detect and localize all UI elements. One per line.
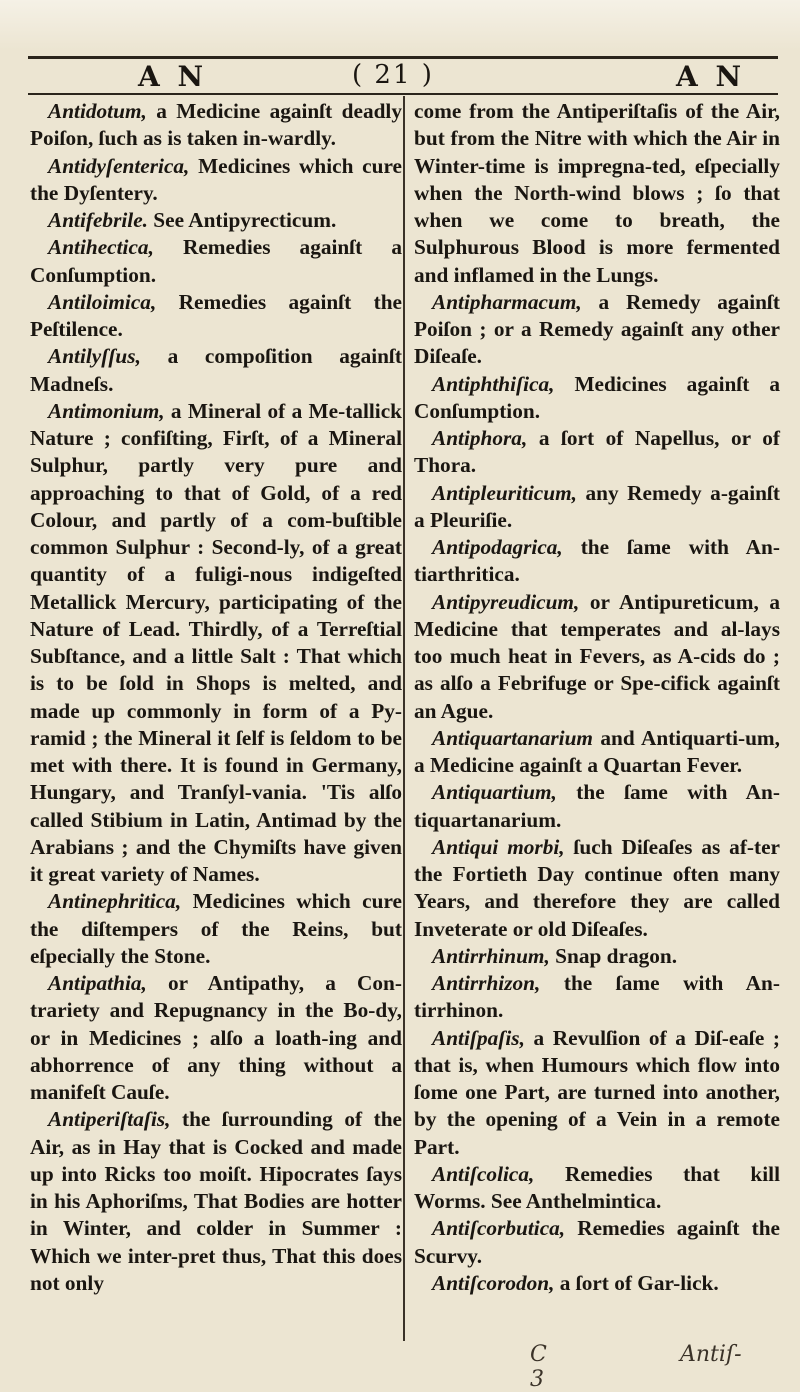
- entry-text: Medicines which cure the diſtempers of the Reins, but eſpecially the Stone.: [30, 889, 402, 968]
- dictionary-entry: [414, 425, 780, 480]
- entry-headword: Antidotum,: [48, 99, 147, 123]
- dictionary-entry: [30, 1106, 402, 1297]
- dictionary-entry: [414, 371, 780, 426]
- dictionary-entry: [414, 1161, 780, 1216]
- dictionary-entry: [414, 834, 780, 943]
- entry-headword: Antiquartanarium: [432, 725, 593, 750]
- page-top-margin: [0, 0, 800, 50]
- right-column: [414, 98, 780, 1297]
- entry-headword: Antiſcorodon,: [432, 1270, 555, 1295]
- dictionary-entry: [414, 1215, 780, 1270]
- dictionary-entry: [30, 153, 402, 208]
- entry-headword: Antiloimica,: [48, 289, 157, 314]
- dictionary-entry: [30, 970, 402, 1106]
- entry-text: Snap dragon.: [549, 943, 678, 968]
- entry-headword: Antiphora,: [432, 426, 528, 450]
- entry-headword: Antiſcolica,: [432, 1161, 535, 1186]
- entry-text: a Revulſion of a Diſ-eaſe ; that is, when Humours which flow into ſome one Part, are turned into another, by the opening of a Vein in a remote Part.: [414, 1025, 780, 1159]
- dictionary-entry: [414, 1270, 780, 1297]
- page-number: ( 21 ): [352, 60, 434, 90]
- dictionary-entry: [30, 289, 402, 344]
- entry-text: and Antiquarti-um, a Medicine againſt a Quartan Fever.: [414, 725, 780, 777]
- dictionary-entry: [30, 888, 402, 970]
- left-column: [30, 98, 402, 1297]
- entry-text: or Antipathy, a Con-trariety and Repugnancy in the Bo-dy, or in Medicines ; alſo a loath-ing and abhorrence of any thing without a manifeſt Cauſe.: [30, 971, 402, 1104]
- catchword: Antiſ-: [680, 1342, 742, 1367]
- dictionary-entry: [414, 943, 780, 970]
- entry-text: the ſurrounding of the Air, as in Hay that is Cocked and made up into Ricks too moiſt. Hipocrates ſays in his Aphoriſms, That Bodies are hotter in Winter, and colder in Summer : Which we inter-pret thus, That this does not only: [30, 1107, 402, 1295]
- entry-headword: Antiqui morbi,: [432, 834, 565, 859]
- head-rule-bottom: [28, 93, 778, 95]
- entry-text: or Antipureticum, a Medicine that temperates and al-lays too much heat in Fevers, as A-cids do ; as alſo a Febrifuge or Spe-cifick againſt an Ague.: [414, 589, 780, 723]
- head-rule-top: [28, 56, 778, 59]
- dictionary-entry: [414, 534, 780, 589]
- running-head-right: A N: [676, 60, 746, 93]
- entry-text: a compoſition againſt Madneſs.: [30, 344, 402, 396]
- entry-headword: Antipharmacum,: [432, 289, 582, 314]
- entry-text: Remedies againſt a Conſumption.: [30, 235, 402, 287]
- dictionary-entry: [30, 234, 402, 289]
- entry-headword: Antifebrile.: [48, 208, 148, 232]
- entry-text: See Antipyrecticum.: [147, 208, 337, 232]
- continued-entry: [414, 98, 780, 289]
- entry-headword: Antirrhizon,: [432, 971, 541, 995]
- dictionary-entry: [414, 589, 780, 725]
- entry-text: a ſort of Napellus, or of Thora.: [414, 426, 780, 478]
- entry-text: a Mineral of a Me-tallick Nature ; confiſting, Firſt, of a Mineral Sulphur, partly very pure and approaching to that of Gold, of a red Colour, and partly of a com-buſtible common Sulphur : Second-ly, of a great quantity of a fuligi-nous indigeſted Metallick Mercury, participating of the Nature of Lead. Thirdly, of a Terreſtial Subſtance, and a little Salt : That which is to be ſold in Shops is melted, and made up commonly in form of a Py-ramid ; the Mineral it ſelf is ſeldom to be met with there. It is found in Germany, Hungary, and Tranſyl-vania. 'Tis alſo called Stibium in Latin, Antimad by the Arabians ; and the Chymiſts have given it great variety of Names.: [30, 398, 402, 886]
- entry-headword: Antimonium,: [48, 398, 165, 423]
- entry-text: Remedies againſt the Peſtilence.: [30, 289, 402, 341]
- entry-text: Remedies againſt the Scurvy.: [414, 1216, 780, 1268]
- entry-text: the ſame with An-tiarthritica.: [414, 535, 780, 587]
- entry-headword: Antiſcorbutica,: [432, 1216, 566, 1241]
- entry-text: any Remedy a-gainſt a Pleuriſie.: [414, 480, 780, 532]
- entry-headword: Antihectica,: [48, 235, 154, 260]
- dictionary-entry: [30, 98, 402, 153]
- entry-text: Remedies that kill Worms. See Anthelmintica.: [414, 1161, 780, 1213]
- entry-headword: Antilyſſus,: [48, 344, 141, 369]
- entry-headword: Antiquartium,: [432, 780, 557, 805]
- column-divider: [403, 96, 405, 1341]
- dictionary-entry: [414, 480, 780, 535]
- entry-headword: Antiſpaſis,: [432, 1025, 525, 1050]
- dictionary-entry: [414, 289, 780, 371]
- signature-mark: C 3: [530, 1342, 547, 1392]
- dictionary-entry: [30, 207, 402, 234]
- dictionary-entry: [414, 1025, 780, 1161]
- entry-text: Medicines againſt a Conſumption.: [414, 371, 780, 423]
- entry-text: a Medicine againſt deadly Poiſon, ſuch as is taken in-wardly.: [30, 99, 402, 151]
- dictionary-entry: [414, 970, 780, 1025]
- entry-headword: Antipleuriticum,: [432, 480, 577, 505]
- dictionary-entry: [414, 779, 780, 834]
- entry-headword: Antiperiſtaſis,: [48, 1107, 171, 1132]
- entry-headword: Antiphthiſica,: [432, 371, 555, 396]
- entry-headword: Antipathia,: [48, 971, 147, 995]
- entry-headword: Antinephritica,: [48, 889, 182, 914]
- entry-headword: Antidyſenterica,: [48, 153, 190, 178]
- entry-text: the ſame with An-tiquartanarium.: [414, 780, 780, 832]
- entry-text: ſuch Diſeaſes as af-ter the Fortieth Day continue often many Years, and therefore they are called Inveterate or old Diſeaſes.: [414, 834, 780, 941]
- entry-text: a ſort of Gar-lick.: [554, 1270, 719, 1295]
- entry-headword: Antipyreudicum,: [432, 589, 580, 614]
- dictionary-entry: [30, 398, 402, 889]
- running-head-left: A N: [138, 60, 208, 93]
- entry-text: a Remedy againſt Poiſon ; or a Remedy againſt any other Diſeaſe.: [414, 289, 780, 369]
- entry-text: come from the Antiperiſtaſis of the Air, but from the Nitre with which the Air in Winter-time is impregna-ted, eſpecially when the North-wind blows ; ſo that when we come to breath, the Sulphurous Blood is more fermented and inflamed in the Lungs.: [414, 99, 780, 287]
- dictionary-entry: [30, 343, 402, 398]
- entry-text: the ſame with An-tirrhinon.: [414, 971, 780, 1023]
- dictionary-entry: [414, 725, 780, 780]
- entry-text: Medicines which cure the Dyſentery.: [30, 153, 402, 205]
- running-head: [28, 60, 778, 94]
- entry-headword: Antipodagrica,: [432, 535, 563, 559]
- entry-headword: Antirrhinum,: [432, 943, 550, 968]
